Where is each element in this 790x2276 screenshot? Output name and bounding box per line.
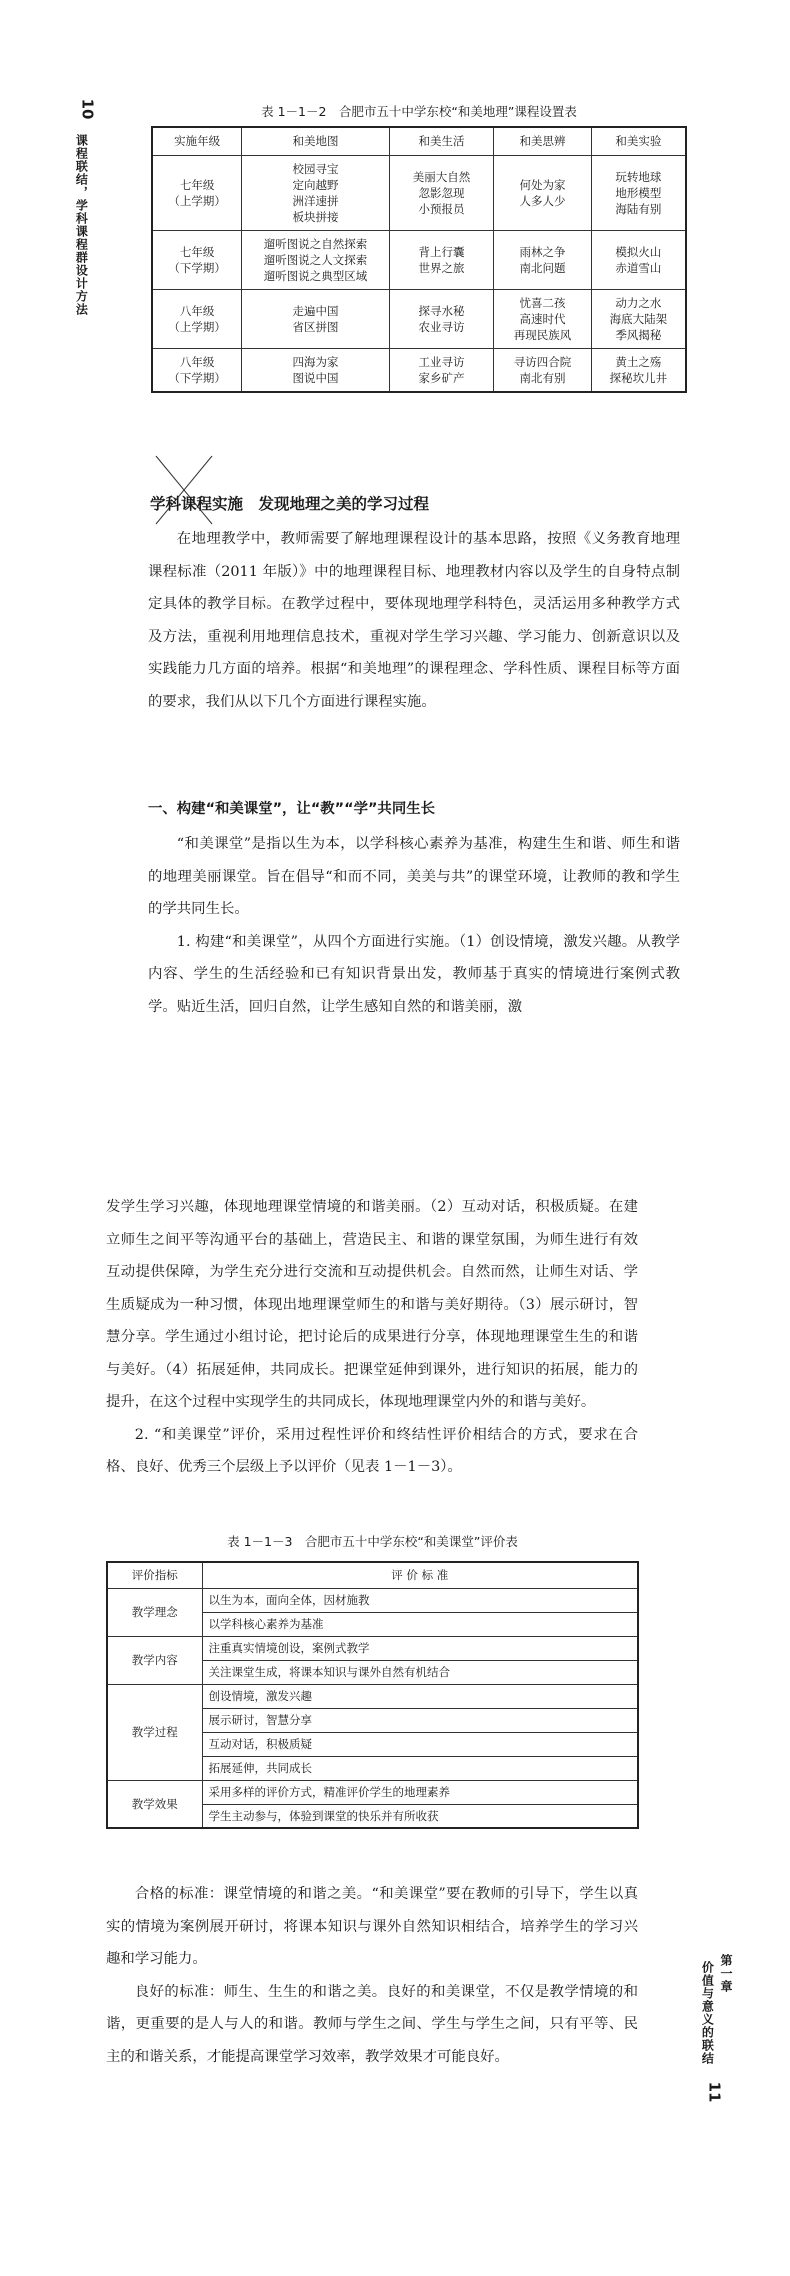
cell-line: 四海为家 (292, 354, 339, 369)
criterion-cell: 拓展延伸，共同成长 (202, 1756, 638, 1780)
cell-line: 动力之水 (615, 295, 662, 310)
cell-line: 模拟火山 (615, 244, 662, 259)
standards-block (106, 1878, 638, 2073)
cell-line: 洲洋速拼 (292, 193, 339, 208)
table-cell (591, 348, 686, 392)
table-row (152, 289, 686, 348)
criterion-cell: 互动对话，积极质疑 (202, 1732, 638, 1756)
intro-block (148, 523, 680, 718)
body-block (106, 1191, 638, 1484)
table-cell (242, 230, 390, 289)
criterion-cell: 采用多样的评价方式，精准评价学生的地理素养 (202, 1780, 638, 1804)
cell-line: 探秘坎儿井 (609, 370, 668, 385)
cell-line: 遛听图说之自然探索 (263, 236, 368, 251)
pass-standard-paragraph: 合格的标准：课堂情境的和谐之美。“和美课堂”要在教师的引导下，学生以真实的情境为案例展开研讨，将课本知识与课外自然知识相结合，培养学生的学习兴趣和学习能力。 (106, 1886, 638, 1967)
cell-line: （上学期） (168, 193, 226, 208)
table-row (152, 230, 686, 289)
cell-line: 人多人少 (519, 193, 566, 208)
table-cell (152, 155, 242, 230)
cell-line: 背上行囊 (418, 244, 465, 259)
cell-line: 小预报员 (418, 201, 465, 216)
page-11 (0, 1138, 790, 2276)
table-row (107, 1684, 638, 1708)
table-cell (152, 289, 242, 348)
cell-line: 遛听图说之典型区域 (263, 268, 368, 283)
subheading: 一、构建“和美课堂”，让“教”“学”共同生长 (148, 801, 435, 817)
category-cell: 教学过程 (107, 1684, 202, 1780)
header-cell: 和美生活 (389, 127, 494, 155)
paragraph-1: 1. 构建“和美课堂”，从四个方面进行实施。（1）创设情境，激发兴趣。从教学内容、学生的生活经验和已有知识背景出发，教师基于真实的情境进行案例式教学。贴近生活，回归自然，让学生感知自然的和谐美丽，激 (148, 933, 680, 1015)
header-cell: 评 价 标 准 (202, 1562, 638, 1588)
cell-line: 海陆有别 (615, 201, 662, 216)
cell-line: 黄土之殇 (615, 354, 662, 369)
cell-line: 农业寻访 (418, 319, 465, 334)
cell-line: 遛听图说之人文探索 (263, 252, 368, 267)
cell-line: 世界之旅 (418, 260, 465, 275)
category-cell: 教学效果 (107, 1780, 202, 1828)
cell-line: （上学期） (168, 319, 226, 334)
table-cell (389, 155, 494, 230)
table-cell (242, 348, 390, 392)
cell-line: 何处为家 (519, 177, 566, 192)
cell-line: 忽影忽现 (418, 185, 465, 200)
cell-line: （下学期） (168, 260, 226, 275)
table-cell (591, 289, 686, 348)
table-cell (389, 230, 494, 289)
table-cell (494, 289, 592, 348)
criterion-cell: 以学科核心素养为基准 (202, 1612, 638, 1636)
cell-line: 工业寻访 (418, 354, 465, 369)
header-cell: 和美实验 (591, 127, 686, 155)
criterion-cell: 创设情境，激发兴趣 (202, 1684, 638, 1708)
table-cell (152, 348, 242, 392)
table-caption: 表 1－1－2 合肥市五十中学东校“和美地理”课程设置表 (261, 104, 577, 119)
table-cell (494, 348, 592, 392)
table-cell (389, 348, 494, 392)
table-cell (242, 155, 390, 230)
good-standard-paragraph: 良好的标准：师生、生生的和谐之美。良好的和美课堂，不仅是教学情境的和谐，更重要的是人与人的和谐。教师与学生之间、学生与学生之间，只有平等、民主的和谐关系，才能提高课堂学习效率，教学效果才可能良好。 (106, 1983, 638, 2065)
table-row (152, 155, 686, 230)
table-row (152, 348, 686, 392)
running-header-label: 课程联结，学科课程群设计方法 (74, 134, 89, 316)
table-caption: 表 1－1－3 合肥市五十中学东校“和美课堂”评价表 (227, 1534, 518, 1549)
evaluation-table (106, 1561, 639, 1829)
table-header-row (152, 127, 686, 155)
header-cell: 评价指标 (107, 1562, 202, 1588)
category-cell: 教学理念 (107, 1588, 202, 1636)
cell-line: 八年级 (179, 354, 215, 369)
cell-line: 赤道雪山 (615, 260, 662, 275)
definition-paragraph: “和美课堂”是指以生为本，以学科核心素养为基准，构建生生和谐、师生和谐的地理美丽课堂。旨在倡导“和而不同，美美与共”的课堂环境，让教师的教和学生的学共同生长。 (148, 836, 680, 917)
cell-line: 寻访四合院 (513, 354, 572, 369)
cell-line: 走遍中国 (292, 303, 339, 318)
cell-line: 南北有别 (519, 370, 566, 385)
criterion-cell: 学生主动参与，体验到课堂的快乐并有所收获 (202, 1804, 638, 1828)
cell-line: 再现民族风 (513, 327, 572, 342)
chapter-label: 第一章 (719, 1954, 733, 1993)
cell-line: 板块拼接 (292, 209, 339, 224)
table-cell (152, 230, 242, 289)
continued-paragraph: 发学生学习兴趣，体现地理课堂情境的和谐美丽。（2）互动对话，积极质疑。在建立师生之间平等沟通平台的基础上，营造民主、和谐的课堂氛围，为师生进行有效互动提供保障，为学生充分进行交流和互动提供机会。自然而然，让师生对话、学生质疑成为一种习惯，体现出地理课堂师生的和谐与美好期待。（3）展示研讨，智慧分享。学生通过小组讨论，把讨论后的成果进行分享，体现地理课堂生生的和谐与美好。（4）拓展延伸，共同成长。把课堂延伸到课外，进行知识的拓展，能力的提升，在这个过程中实现学生的共同成长，体现地理课堂内外的和谐与美好。 (106, 1199, 638, 1410)
cell-line: 海底大陆架 (609, 311, 668, 326)
table-header-row (107, 1562, 638, 1588)
cell-line: （下学期） (168, 370, 226, 385)
criterion-cell: 以生为本，面向全体，因材施教 (202, 1588, 638, 1612)
curriculum-table (151, 126, 687, 393)
cell-line: 玩转地球 (615, 169, 662, 184)
table-cell (591, 155, 686, 230)
page-number: 10 (78, 98, 97, 120)
table-cell (591, 230, 686, 289)
cell-line: 探寻水秘 (418, 303, 465, 318)
cell-line: 美丽大自然 (412, 169, 471, 184)
intro-paragraph: 在地理教学中，教师需要了解地理课程设计的基本思路，按照《义务教育地理课程标准（2011 年版）》中的地理课程目标、地理教材内容以及学生的自身特点制定具体的教学目标。在教学过程中，要体现地理学科特色，灵活运用多种教学方式及方法，重视利用地理信息技术，重视对学生学习兴趣、学习能力、创新意识以及实践能力几方面的培养。根据“和美地理”的课程理念、学科性质、课程目标等方面的要求，我们从以下几个方面进行课程实施。 (148, 531, 680, 710)
cell-line: 省区拼图 (292, 319, 339, 334)
running-header-label: 价值与意义的联结 (700, 1961, 715, 2065)
paragraph-2: 2. “和美课堂”评价，采用过程性评价和终结性评价相结合的方式，要求在合格、良好、优秀三个层级上予以评价（见表 1－1－3）。 (106, 1426, 638, 1475)
body-block (148, 828, 680, 1023)
cell-line: 七年级 (179, 244, 215, 259)
criterion-cell: 注重真实情境创设，案例式教学 (202, 1636, 638, 1660)
table-row (107, 1588, 638, 1612)
table-cell (494, 155, 592, 230)
cell-line: 校园寻宝 (292, 161, 339, 176)
cell-line: 南北问题 (519, 260, 566, 275)
cell-line: 地形模型 (615, 185, 662, 200)
table-row (107, 1780, 638, 1804)
criterion-cell: 关注课堂生成，将课本知识与课外自然有机结合 (202, 1660, 638, 1684)
criterion-cell: 展示研讨，智慧分享 (202, 1708, 638, 1732)
table-cell (389, 289, 494, 348)
cell-line: 雨林之争 (519, 244, 566, 259)
table-cell (494, 230, 592, 289)
cell-line: 八年级 (179, 303, 215, 318)
header-cell: 和美思辨 (494, 127, 592, 155)
section-title: 学科课程实施 发现地理之美的学习过程 (150, 495, 430, 513)
page-number: 11 (705, 2081, 724, 2103)
cell-line: 高速时代 (519, 311, 566, 326)
cell-line: 家乡矿产 (418, 370, 465, 385)
cell-line: 图说中国 (292, 370, 339, 385)
table-cell (242, 289, 390, 348)
cell-line: 定向越野 (292, 177, 339, 192)
table-row (107, 1636, 638, 1660)
cell-line: 七年级 (179, 177, 215, 192)
cell-line: 季风揭秘 (615, 327, 662, 342)
category-cell: 教学内容 (107, 1636, 202, 1684)
header-cell: 实施年级 (152, 127, 242, 155)
header-cell: 和美地图 (242, 127, 390, 155)
cell-line: 忧喜二孩 (519, 295, 566, 310)
